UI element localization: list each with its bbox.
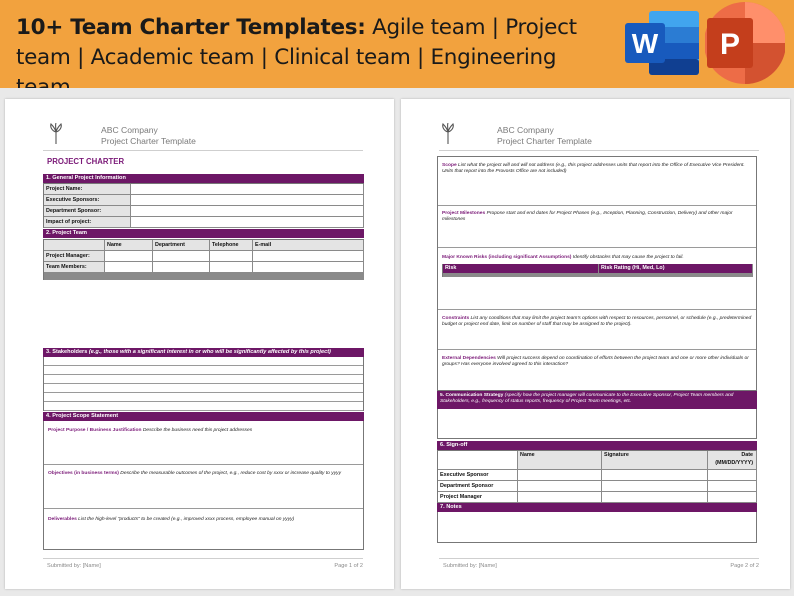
sign-cell[interactable] [602, 470, 708, 480]
communication-field[interactable] [437, 409, 757, 439]
document-page-2 [401, 99, 790, 589]
general-info-label: Department Sponsor: [44, 206, 131, 216]
communication-title: 5. Communication Strategy [440, 393, 504, 398]
section-notes: 7. Notes [437, 503, 757, 512]
header-divider [43, 150, 363, 151]
company-label: ABC Company [101, 125, 158, 135]
sign-cell[interactable] [518, 481, 602, 491]
purpose-text: Describe the business need this project addresses [141, 428, 253, 433]
risk-header: Risk [443, 264, 599, 273]
footer-page-number: Page 2 of 2 [730, 563, 759, 569]
template-label: Project Charter Template [101, 136, 196, 146]
section-communication [437, 391, 757, 409]
team-cell[interactable] [105, 262, 153, 272]
sign-cell[interactable] [602, 481, 708, 491]
ppt-letter: P [719, 28, 741, 61]
footer-submitted-by: Submitted by: [Name] [443, 563, 497, 569]
team-header: E-mail [253, 240, 364, 250]
stakeholders-hint: (e.g., those with a significant interest in or who will be significantly affected by this project) [88, 349, 331, 355]
team-cell[interactable] [105, 251, 153, 261]
team-header: Name [105, 240, 153, 250]
dependencies-field[interactable] [438, 350, 756, 388]
banner-title-rest: Agile team | Project team | Academic team | Clinical team | Engineering [16, 15, 577, 70]
scope-details-box [437, 156, 757, 391]
sign-off-table [437, 450, 757, 503]
scope-text: List what the project will and will not address (e.g., this project addresses units that report into the Office of Executive Vice President. Units that report into the Provosts Office are not included) [442, 163, 745, 175]
sign-cell[interactable] [518, 492, 602, 502]
powerpoint-icon [705, 0, 785, 86]
stakeholders-lines[interactable] [43, 357, 364, 411]
dependencies-text: Will project success depend on coordination of efforts between the project team and one or more other individuals or groups? Has everyone involved agreed to this interaction? [442, 356, 749, 368]
team-cell[interactable] [210, 262, 253, 272]
team-header-blank [44, 240, 105, 250]
deliverables-field[interactable] [44, 509, 363, 547]
dependencies-label: External Dependencies [442, 356, 496, 361]
section-general-info: 1. General Project Information [43, 174, 364, 183]
banner-title-bold: 10+ Team Charter Templates: [16, 15, 366, 40]
team-cell[interactable] [153, 251, 210, 261]
sign-row-label: Executive Sponsor [438, 470, 518, 480]
constraints-label: Constraints [442, 316, 470, 321]
logo-icon [47, 123, 65, 145]
objectives-field[interactable] [44, 465, 363, 509]
risks-label: Major Known Risks (including significant Assumptions) [442, 255, 572, 260]
team-cell[interactable] [253, 262, 364, 272]
team-header: Department [153, 240, 210, 250]
team-header: Telephone [210, 240, 253, 250]
objectives-label: Objectives (in business terms) [48, 471, 119, 476]
template-label: Project Charter Template [497, 136, 592, 146]
project-team-table [43, 239, 364, 280]
general-info-table [43, 183, 364, 228]
team-cell[interactable] [253, 251, 364, 261]
header-divider [439, 150, 759, 151]
footer-page-number: Page 1 of 2 [334, 563, 363, 569]
banner [0, 0, 794, 88]
team-cell[interactable] [210, 251, 253, 261]
scope-statement-box [43, 421, 364, 550]
team-row-label: Project Manager: [44, 251, 105, 261]
deliverables-text: List the high-level "products" to be created (e.g., improved xxxx process, employee manual on yyyy) [76, 517, 295, 522]
constraints-text: List any conditions that may limit the project team's options with respect to resources, personnel, or schedule (e.g., predetermined budget or project end date, limit on number of staff that may be assigned to the project). [442, 316, 752, 328]
constraints-field[interactable] [438, 310, 756, 350]
footer-divider [439, 558, 759, 559]
general-info-value[interactable] [131, 195, 364, 205]
company-name [497, 125, 592, 147]
scope-field[interactable] [438, 157, 756, 206]
purpose-field[interactable] [44, 421, 363, 465]
sign-cell[interactable] [708, 492, 757, 502]
footer-divider [43, 558, 363, 559]
company-label: ABC Company [497, 125, 554, 135]
stakeholders-title: 3. Stakeholders [46, 349, 89, 355]
sign-header: Date (MM/DD/YYYY) [708, 451, 757, 469]
team-cell[interactable] [153, 262, 210, 272]
sign-cell[interactable] [708, 481, 757, 491]
section-sign-off: 6. Sign-off [437, 441, 757, 450]
word-icon [623, 7, 701, 79]
logo-icon [439, 123, 457, 145]
word-letter: W [631, 28, 659, 59]
section-stakeholders [43, 348, 364, 357]
document-title: PROJECT CHARTER [47, 157, 125, 166]
section-scope-statement: 4. Project Scope Statement [43, 412, 364, 421]
document-page-1 [5, 99, 394, 589]
sign-header: Signature [602, 451, 708, 469]
sign-cell[interactable] [708, 470, 757, 480]
risks-table [442, 264, 753, 277]
general-info-value[interactable] [131, 206, 364, 216]
milestones-field[interactable] [438, 206, 756, 248]
milestones-label: Project Milestones [442, 211, 486, 216]
deliverables-label: Deliverables [48, 517, 77, 522]
communication-hint: (specify how the project manager will communicate to the Executive Sponsor, Project Team members and Stakeholders, e.g., frequency of status reports, frequency of Project Team meetings, etc. [440, 393, 734, 405]
purpose-label: Project Purpose / Business Justification [48, 428, 142, 433]
sign-row-label: Department Sponsor [438, 481, 518, 491]
general-info-label: Executive Sponsors: [44, 195, 131, 205]
general-info-label: Project Name: [44, 184, 131, 194]
milestones-text: Propose start and end dates for Project Phases (e.g., Inception, Planning, Construction, Delivery) and other major milestones [442, 211, 733, 223]
sign-row-label: Project Manager [438, 492, 518, 502]
scope-label: Scope [442, 163, 457, 168]
team-row-label: Team Members: [44, 262, 105, 272]
risks-text: Identify obstacles that may cause the project to fail. [571, 255, 684, 260]
sign-cell[interactable] [602, 492, 708, 502]
general-info-value[interactable] [131, 184, 364, 194]
risk-rating-header: Risk Rating (Hi, Med, Lo) [599, 264, 753, 273]
objectives-text: Describe the measurable outcomes of the project, e.g., reduce cost by xxxx or increase quality to yyyy [118, 471, 342, 476]
company-name [101, 125, 196, 147]
sign-cell[interactable] [518, 470, 602, 480]
notes-field[interactable] [437, 512, 757, 543]
section-project-team: 2. Project Team [43, 229, 364, 238]
general-info-label: Impact of project: [44, 217, 131, 227]
sign-header: Name [518, 451, 602, 469]
general-info-value[interactable] [131, 217, 364, 227]
risks-field[interactable] [438, 248, 756, 310]
sign-header [438, 451, 518, 469]
footer-submitted-by: Submitted by: [Name] [47, 563, 101, 569]
